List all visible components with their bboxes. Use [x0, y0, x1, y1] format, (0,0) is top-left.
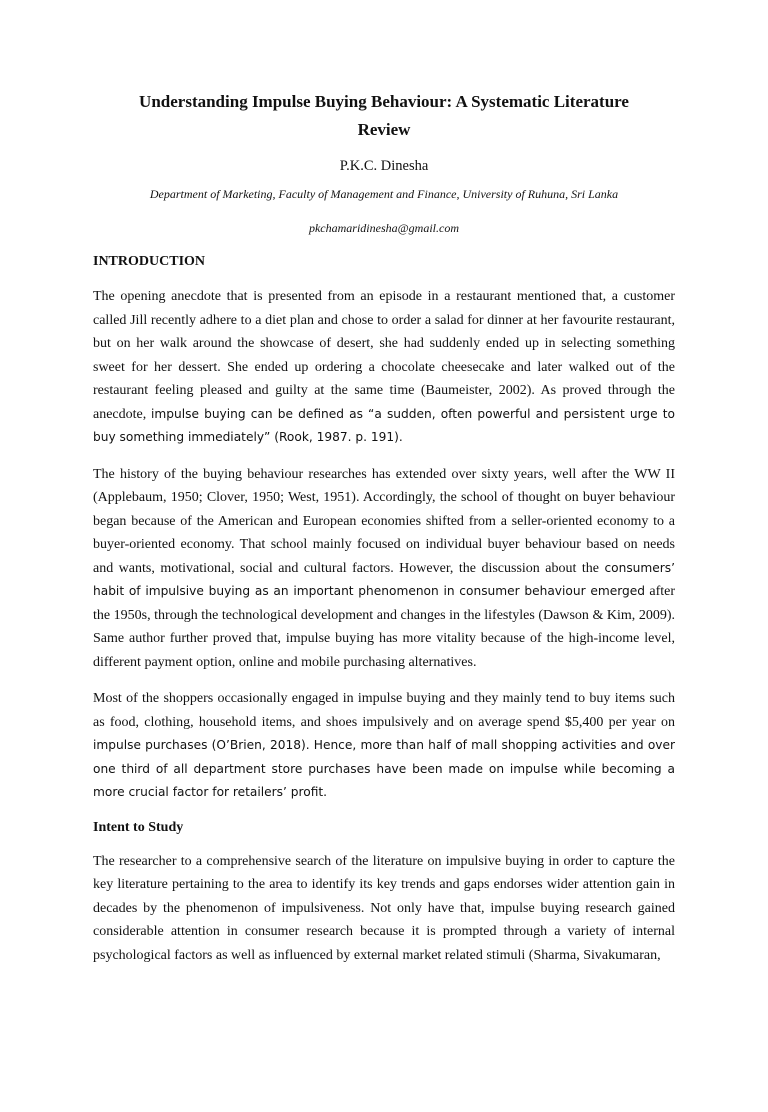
document-page [0, 88, 768, 1112]
paragraph-3 [93, 687, 675, 805]
section-heading-intent: Intent to Study [93, 819, 184, 835]
paragraph-1 [93, 285, 675, 450]
paragraph-1-quote: impulse buying can be defined as “a sudden, often powerful and persistent urge to buy something immediately” (Rook, 1987. p. 191). [93, 406, 675, 444]
author-affiliation: Department of Marketing, Faculty of Management and Finance, University of Ruhuna, Sri Lanka [149, 187, 619, 201]
author-name: P.K.C. Dinesha [339, 158, 429, 174]
paper-title: Understanding Impulse Buying Behaviour: A Systematic Literature Review [139, 92, 629, 139]
paragraph-1-text: The opening anecdote that is presented from an episode in a restaurant mentioned that, a customer called Jill recently adhere to a diet plan and chose to order a salad for dinner at her favourite restaurant, but on her walk around the showcase of desert, she had suddenly ended up in selecting something sweet for her dessert. She ended up ordering a chocolate cheesecake and later walked out of the restaurant feeling pleased and guilty at the same time (Baumeister, 2002). As proved through the anecdote, [93, 289, 675, 422]
paragraph-2-text-b: consumers’ habit of impulsive buying as an important phenomenon in consumer behaviour emerged [93, 560, 675, 598]
author-email: pkchamaridinesha@gmail.com [308, 221, 460, 235]
paragraph-2-text-c: after the 1950s, through the technological development and changes in the lifestyles (Dawson & Kim, 2009). Same author further proved that, impulse buying has more vitality because of the high-income level, different payment option, online and mobile purchasing alternatives. [93, 584, 675, 670]
section-heading-introduction: INTRODUCTION [93, 254, 206, 269]
paragraph-2 [93, 463, 675, 675]
paragraph-2-text-a: The history of the buying behaviour researches has extended over sixty years, well after the WW II (Applebaum, 1950; Clover, 1950; West, 1951). Accordingly, the school of thought on buyer behaviour began because of the American and European economies shifted from a seller-oriented economy to a buyer-oriented economy. That school mainly focused on individual buyer behaviour based on needs and wants, motivational, social and cultural factors. However, the discussion about the [93, 466, 675, 576]
paragraph-3-text-b: impulse purchases (O’Brien, 2018). Hence, more than half of mall shopping activities and over one third of all department store purchases have been made on impulse while becoming a more crucial factor for retailers’ profit. [93, 738, 675, 799]
paragraph-3-text-a: Most of the shoppers occasionally engaged in impulse buying and they mainly tend to buy items such as food, clothing, household items, and shoes impulsively and on average spend $5,400 per year on [93, 691, 675, 730]
paragraph-4: The researcher to a comprehensive search of the literature on impulsive buying in order to capture the key literature pertaining to the area to identify its key trends and gaps endorses wider attention gain in decades by the phenomenon of impulsiveness. Not only have that, impulse buying research gained considerable attention in consumer research because it is prompted through a variety of internal psychological factors as well as influenced by external market related stimuli (Sharma, Sivakumaran, [93, 853, 675, 963]
